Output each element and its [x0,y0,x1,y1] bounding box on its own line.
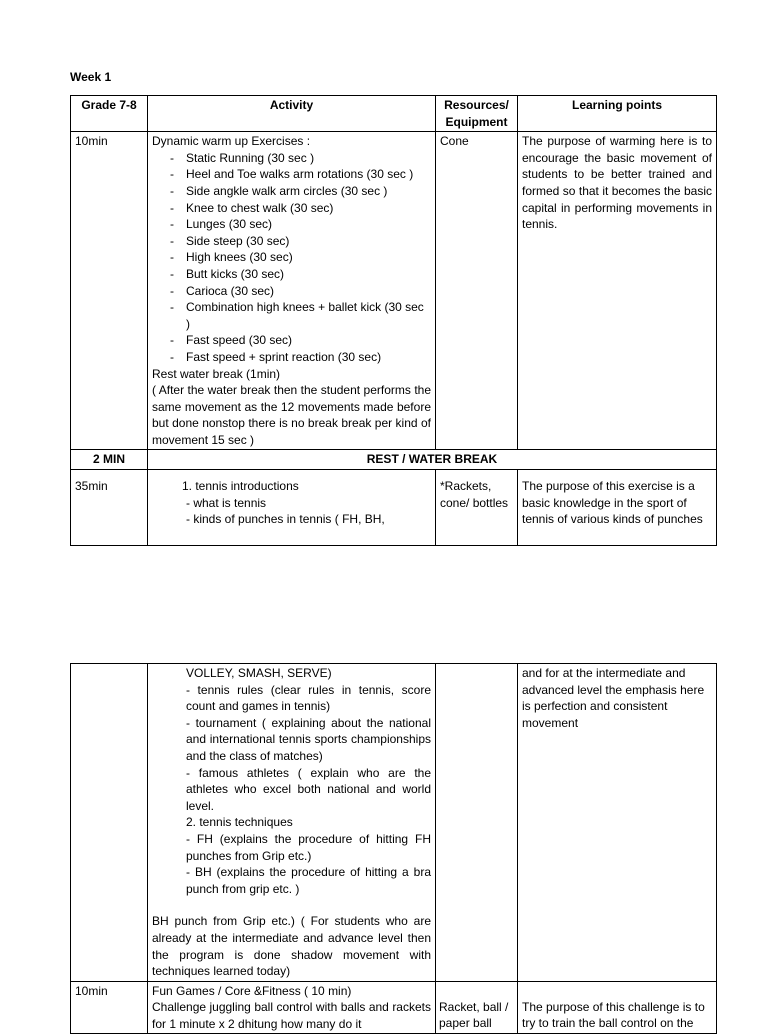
activity-line: - BH (explains the procedure of hitting a bra punch from grip etc. ) [186,865,431,896]
activity-line: - famous athletes ( explain who are the athletes who excel both national and world level. [186,765,431,813]
activity-line: - FH (explains the procedure of hitting FH punches from Grip etc.) [186,831,431,863]
repeat-note: ( After the water break then the student performs the same movement as the 12 movements made before but done nonstop there is no break break per kind of movement 15 sec ) [152,383,431,447]
list-item: - Knee to chest walk (30 sec) [152,200,431,217]
row3-activity [148,470,436,546]
intro-sub: - kinds of punches in tennis ( FH, BH, [186,512,385,527]
row2-time: 2 MIN [71,450,148,470]
resources-text: Racket, ball / paper ball [439,999,509,1031]
row1-learning: The purpose of warming here is to encourage the basic movement of students to be better trained and formed so that it becomes the basic capital in performing movements in tennis. [518,132,717,450]
row5-time: 10min [71,981,148,1034]
list-item: - Lunges (30 sec) [152,216,431,233]
week-heading: Week 1 [70,70,112,84]
table-row [71,981,717,1034]
header-activity: Activity [148,96,436,132]
list-item: - Side steep (30 sec) [152,233,431,250]
activity-line: - tournament ( explaining about the national and international tennis sports championships and the class of matches) [186,715,431,763]
table-row [71,664,717,982]
lesson-table-continued [70,663,717,1034]
table-row [71,470,717,546]
list-item: - Heel and Toe walks arm rotations (30 sec ) [152,166,431,183]
list-item: - Butt kicks (30 sec) [152,266,431,283]
learning-text: The purpose of this challenge is to try to train the ball control on the [522,999,705,1031]
spacer [152,897,431,913]
header-row [71,96,717,132]
row4-learning: and for at the intermediate and advanced level the emphasis here is perfection and consistent movement [518,664,717,982]
header-grade: Grade 7-8 [71,96,148,132]
lesson-table-top [70,95,717,546]
row5-activity [148,981,436,1034]
challenge-text: Challenge juggling ball control with balls and rackets for 1 minute x 2 dhitung how many do it [152,1000,431,1031]
list-item: - Static Running (30 sec ) [152,150,431,167]
intro-item: 1. tennis introductions [182,479,299,494]
row4-resources [436,664,518,982]
row1-activity [148,132,436,450]
list-item: - Side angkle walk arm circles (30 sec ) [152,183,431,200]
rest-note: Rest water break (1min) [152,366,281,381]
list-item: - Carioca (30 sec) [152,283,431,300]
list-item: - Fast speed + sprint reaction (30 sec) [152,349,431,366]
row5-learning [518,981,717,1034]
row4-time [71,664,148,982]
table-row [71,450,717,470]
bh-note: BH punch from Grip etc.) ( For students who are already at the intermediate and advance level then the program is done shadow movement with techniques learned today) [152,914,431,979]
header-resources: Resources/ Equipment [436,96,518,132]
activity-line: VOLLEY, SMASH, SERVE) [186,666,332,680]
activity-line: - tennis rules (clear rules in tennis, score count and games in tennis) [186,682,431,714]
warmup-list [152,150,431,366]
warmup-title: Dynamic warm up Exercises : [152,134,311,149]
activity-line: 2. tennis techniques [186,815,293,830]
row3-resources: *Rackets, cone/ bottles [436,470,518,546]
fun-games-title: Fun Games / Core &Fitness ( 10 min) [152,983,352,998]
row1-resources: Cone [436,132,518,450]
row5-resources [436,981,518,1034]
row1-time: 10min [71,132,148,450]
header-learning: Learning points [518,96,717,132]
list-item: - High knees (30 sec) [152,249,431,266]
row2-label: REST / WATER BREAK [148,450,717,470]
list-item: - Combination high knees + ballet kick (30 sec ) [152,299,431,332]
table-row [71,132,717,450]
row3-time: 35min [71,470,148,546]
intro-sub: - what is tennis [186,495,267,510]
list-item: - Fast speed (30 sec) [152,332,431,349]
row3-learning: The purpose of this exercise is a basic knowledge in the sport of tennis of various kinds of punches [518,470,717,546]
row4-activity [148,664,436,982]
